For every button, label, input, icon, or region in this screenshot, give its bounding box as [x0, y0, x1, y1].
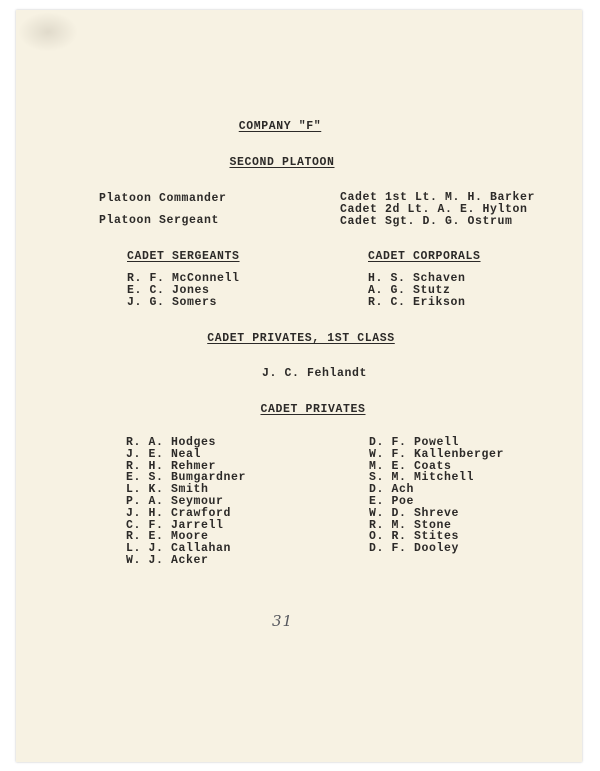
- privates-left-list: [126, 437, 246, 567]
- platoon-sergeant-label: Platoon Sergeant: [99, 214, 220, 227]
- list-item: R. M. Stone: [369, 518, 452, 532]
- list-item: L. K. Smith: [126, 483, 209, 497]
- command-officers-list: [340, 192, 535, 227]
- list-item: A. G. Stutz: [368, 283, 451, 297]
- list-item: D. F. Dooley: [369, 542, 460, 556]
- list-item: M. E. Coats: [369, 459, 452, 473]
- company-heading: COMPANY "F": [238, 120, 322, 133]
- list-item: J. H. Crawford: [126, 506, 232, 520]
- list-item: O. R. Stites: [369, 530, 460, 544]
- list-item: Cadet 1st Lt. M. H. Barker: [340, 191, 536, 204]
- platoon-heading: SECOND PLATOON: [229, 156, 335, 169]
- list-item: C. F. Jarrell: [126, 518, 224, 532]
- list-item: E. S. Bumgardner: [126, 471, 247, 485]
- list-item: W. J. Acker: [126, 553, 209, 567]
- corporals-list: [368, 273, 466, 308]
- list-item: L. J. Callahan: [126, 542, 232, 556]
- list-item: Cadet Sgt. D. G. Ostrum: [340, 214, 513, 228]
- corporals-heading: CADET CORPORALS: [368, 250, 481, 263]
- list-item: S. M. Mitchell: [369, 471, 475, 485]
- list-item: R. F. McConnell: [127, 272, 240, 285]
- list-item: R. E. Moore: [126, 530, 209, 544]
- page-smudge: [18, 12, 78, 52]
- privates-heading: CADET PRIVATES: [260, 403, 366, 416]
- list-item: E. C. Jones: [127, 283, 210, 297]
- privates-first-class-name: J. C. Fehlandt: [262, 367, 368, 380]
- privates-first-class-heading: CADET PRIVATES, 1ST CLASS: [207, 332, 395, 345]
- list-item: D. F. Powell: [369, 436, 460, 449]
- sergeants-heading: CADET SERGEANTS: [127, 250, 240, 263]
- list-item: W. D. Shreve: [369, 506, 460, 520]
- sergeants-list: [127, 273, 240, 308]
- list-item: R. H. Rehmer: [126, 459, 217, 473]
- list-item: E. Poe: [369, 494, 415, 508]
- platoon-commander-label: Platoon Commander: [99, 192, 227, 205]
- list-item: W. F. Kallenberger: [369, 447, 505, 461]
- list-item: J. E. Neal: [126, 447, 202, 461]
- list-item: P. A. Seymour: [126, 494, 224, 508]
- list-item: Cadet 2d Lt. A. E. Hylton: [340, 202, 528, 216]
- list-item: D. Ach: [369, 483, 415, 497]
- list-item: R. A. Hodges: [126, 436, 217, 449]
- list-item: J. G. Somers: [127, 295, 218, 309]
- list-item: H. S. Schaven: [368, 272, 466, 285]
- list-item: R. C. Erikson: [368, 295, 466, 309]
- handwritten-page-number: 31: [272, 612, 294, 630]
- privates-right-list: [369, 437, 504, 555]
